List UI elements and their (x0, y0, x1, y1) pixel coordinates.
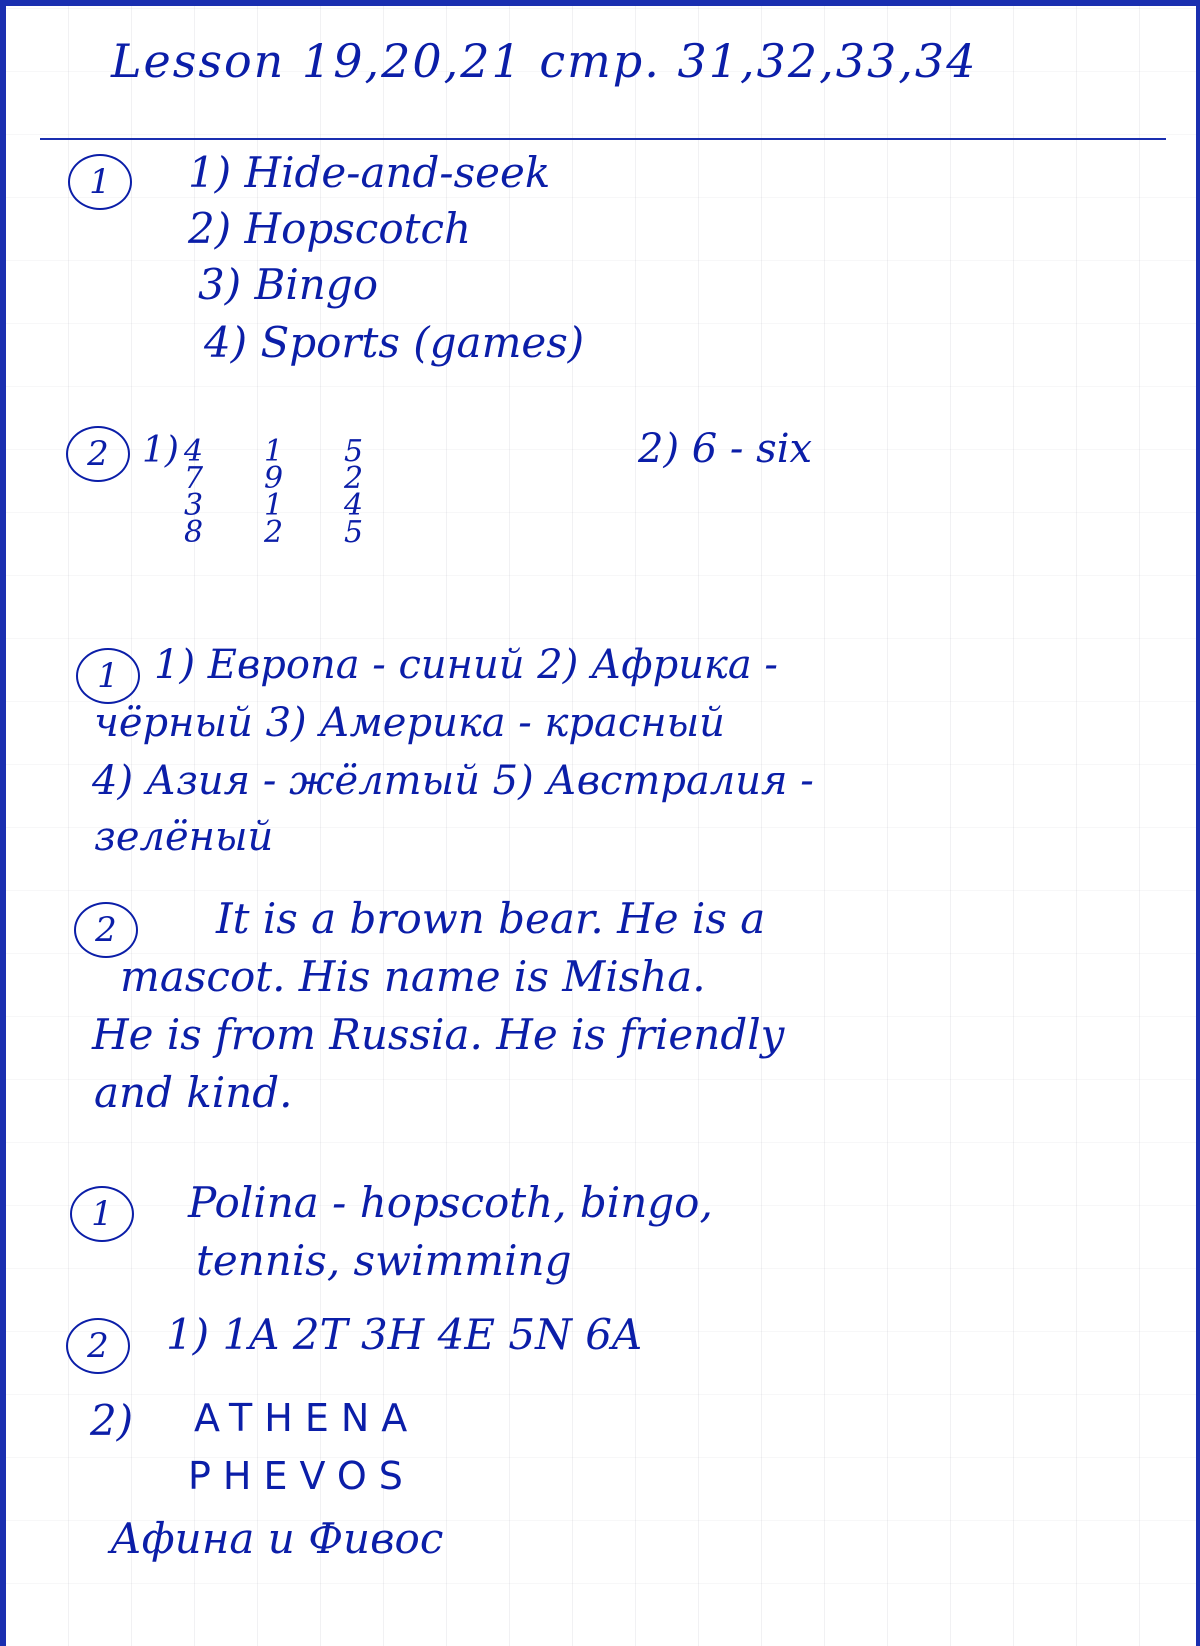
word-phevos: PHEVOS (188, 1454, 415, 1498)
title-underline (40, 138, 1166, 140)
text-line: Афина и Фивос (110, 1514, 444, 1563)
text-line: and kind. (94, 1068, 293, 1117)
text-line: 1) 1A 2T 3H 4E 5N 6A (166, 1310, 643, 1359)
grid-row: 3 1 4 (184, 488, 364, 523)
answer-text: 2) 6 - six (638, 426, 813, 472)
text-line: tennis, swimming (196, 1236, 572, 1285)
text-line: Polina - hopscoth, bingo, (188, 1178, 713, 1227)
exercise-number: 2 (74, 902, 138, 958)
answer-label: 1) (142, 430, 179, 471)
text-line: He is from Russia. He is friendly (92, 1010, 785, 1059)
text-line: 1) Европа - синий 2) Африка - (154, 642, 778, 688)
text-line: mascot. His name is Misha. (120, 952, 706, 1001)
exercise-number: 1 (70, 1186, 134, 1242)
grid-row: 4 1 5 (184, 434, 364, 469)
grid-row: 7 9 2 (184, 461, 364, 496)
text-line: чёрный 3) Америка - красный (94, 700, 725, 746)
text-line: It is a brown bear. He is a (216, 894, 766, 943)
answer-label: 2) (90, 1396, 134, 1445)
number-grid (184, 434, 424, 550)
text-line: 4) Азия - жёлтый 5) Австралия - (92, 758, 814, 804)
list-item: 4) Sports (games) (204, 318, 585, 367)
word-athena: ATHENA (194, 1396, 420, 1440)
exercise-number: 1 (68, 154, 132, 210)
exercise-number: 2 (66, 426, 130, 482)
list-item: 3) Bingo (198, 260, 378, 309)
list-item: 1) Hide-and-seek (188, 148, 551, 197)
grid-row: 8 2 5 (184, 515, 364, 550)
page-title: Lesson 19,20,21 стр. 31,32,33,34 (111, 34, 978, 88)
exercise-number: 2 (66, 1318, 130, 1374)
list-item: 2) Hopscotch (188, 204, 472, 253)
exercise-number: 1 (76, 648, 140, 704)
text-line: зелёный (94, 814, 274, 860)
